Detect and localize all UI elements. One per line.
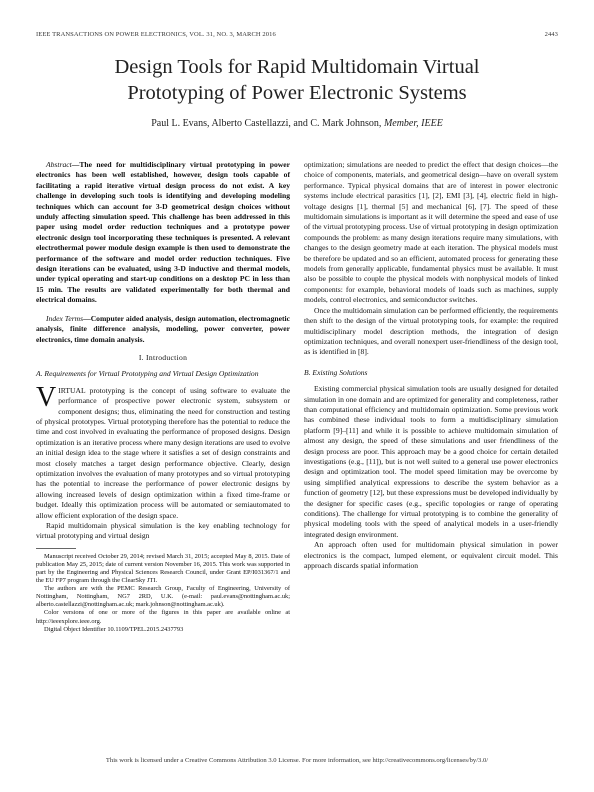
abstract-label: Abstract	[46, 160, 72, 169]
author-membership: Member, IEEE	[383, 118, 443, 129]
right-paragraph-2: Once the multidomain simulation can be performed efficiently, the requirements then shift to the design of the virtual prototyping tools, for example: the required multidisciplinary model description methods, the integration of design optimization techniques, and overall nonexpert user-friendliness of the design tool, as is identified in [8].	[304, 305, 558, 357]
journal-name: IEEE TRANSACTIONS ON POWER ELECTRONICS, VOL. 31, NO. 3, MARCH 2016	[36, 31, 276, 38]
index-terms-text: —Computer aided analysis, design automation, electromagnetic analysis, finite difference analysis, modeling, power converter, power electronics, time domain analysis.	[36, 313, 290, 344]
subsection-heading-a: A. Requirements for Virtual Prototyping and Virtual Design Optimization	[36, 369, 259, 379]
index-terms-label: Index Terms	[46, 313, 84, 323]
subsection-heading-b: B. Existing Solutions	[304, 367, 368, 377]
section-heading-introduction: I. Introduction	[138, 352, 188, 362]
footnote-rule	[36, 548, 76, 549]
drop-cap: V	[36, 381, 57, 413]
intro-paragraph-1-text: IRTUAL prototyping is the concept of using software to evaluate the performance of prospective power electronic system, subsystem or component designs; thus, eliminating the need for construction and testing of physical prototypes. Virtual prototyping therefore has the potential to reduce the time and cost involved in evaluating the performance of proposed designs. Design optimization is an iterative process where many design iterations are used to evolve an initial design idea to the stage where it satisfies a set of design constraints and most closely matches a target design performance objective. Clearly, design optimization involves the evaluation of many prototypes and so virtual prototyping has the potential to increase the performance of power electronic designs by allowing increased levels of design optimization within a fixed time-frame or budget. Ideally this optimization process will be automated or semiautomated to allow efficient exploration of the design space.	[36, 385, 290, 520]
footnote-affiliation: The authors are with the PEMC Research Group, Faculty of Engineering, University of Nottingham, Nottingham, NG7 2RD, U.K. (e-mail: paul.evans@nottingham.ac.uk; alberto.castellazzi@nottingham.ac.uk; mark.johnson@nottingham.ac.uk).	[36, 585, 290, 609]
title-line-1: Design Tools for Rapid Multidomain Virtual	[114, 56, 480, 78]
title-line-2: Prototyping of Power Electronic Systems	[127, 82, 467, 104]
author-names: Paul L. Evans, Alberto Castellazzi, and C. Mark Johnson,	[151, 118, 382, 129]
intro-paragraph-1	[36, 381, 290, 521]
right-paragraph-1: optimization; simulations are needed to predict the effect that design choices—the choice of components, materials, and geometrical design—have on overall system performance. Typical physical domains that are of interest in power electronic systems include electrical parasitics [1], [2], EMI [3], [4], electric field in high-voltage designs [1], thermal [5] and mechanical [6], [7]. The speed of these multidomain simulations is important as it will determine the speed and ease of use of the virtual prototyping process. Use of virtual prototyping in design optimization compounds the problem: as many design iterations require many simulations, with changes to the design geometry made at each iteration. The physical models must be therefore be updated and so an efficient, automated process for generating these models from generally applicable, fundamental physics must be available. It must also be possible to couple the physical models with nonphysical models of linked components: for example, behavioral models of loads such as machines, supply models, control electronics, and semiconductor switches.	[304, 160, 558, 305]
right-paragraph-3: Existing commercial physical simulation tools are usually designed for detailed simulation in one domain and are optimized for generality and completeness, rather than computational efficiency and multidomain optimization. Some previous work has combined these individual tools to form a multidisciplinary simulation platform [9]–[11] and while it is possible to achieve multidomain simulation of almost any design, the speed of these simulations and user friendliness of the design process are poor. This approach may be a good choice for certain detailed investigations (e.g., [11]), but is not well suited to a general use power electronics design and optimization tool. The model speed limitation may be overcome by using simplified analytical expressions to describe the system behavior as a function of geometry [12], but these expressions must be developed individually by the designer for specific cases (e.g., specific topologies or range of operating conditions). The challenge for virtual prototyping is to combine the generality of physical modeling tools with the speed of analytical models in a user-friendly integrated design environment.	[304, 384, 558, 539]
running-header	[36, 31, 558, 38]
abstract-text: —The need for multidisciplinary virtual prototyping in power electronics has been well established, however, design tools capable of facilitating a rapid iterative virtual design process do not exist. A key challenge in developing such tools is identifying and developing modeling techniques which can account for 3-D geometrical design choices without unduly affecting simulation speed. This challenge has been addressed in this paper using model order reduction techniques and a prototype power electronic design tool incorporating these techniques is presented. A relevant electrothermal power module design example is then used to demonstrate the performance of the software and model order reduction techniques. Five design iterations can be evaluated, using 3-D inductive and thermal models, under typical operating and start-up conditions on a desktop PC in less than 15 min. The results are validated experimentally for both thermal and electrical domains.	[36, 160, 290, 305]
left-column	[36, 160, 290, 634]
right-column	[304, 160, 558, 571]
right-paragraph-4: An approach often used for multidomain physical simulation in power electronics is the compact, lumped element, or equivalent circuit model. This approach discards spatial information	[304, 540, 558, 571]
footnote-color: Color versions of one or more of the figures in this paper are available online at http://ieeexplore.ieee.org.	[36, 609, 290, 625]
footnote-manuscript: Manuscript received October 29, 2014; revised March 31, 2015; accepted May 8, 2015. Date of publication May 25, 2015; date of current version November 16, 2015. This work was supported in part by the Engineering and Physical Sciences Research Council, under Grant EP/I031367/1 and the EU FP7 program through the ClearSky JTI.	[36, 552, 290, 585]
intro-paragraph-2: Rapid multidomain physical simulation is the key enabling technology for virtual prototyping and virtual design	[36, 521, 290, 541]
paper-title	[0, 54, 594, 106]
license-footer: This work is licensed under a Creative Commons Attribution 3.0 License. For more information, see http://creativecommons.org/licenses/by/3.0/	[105, 757, 489, 764]
page-number: 2443	[544, 31, 558, 38]
footnote-doi: Digital Object Identifier 10.1109/TPEL.2015.2437793	[44, 625, 184, 633]
author-list	[0, 118, 594, 129]
abstract	[36, 160, 290, 306]
index-terms	[36, 314, 290, 345]
